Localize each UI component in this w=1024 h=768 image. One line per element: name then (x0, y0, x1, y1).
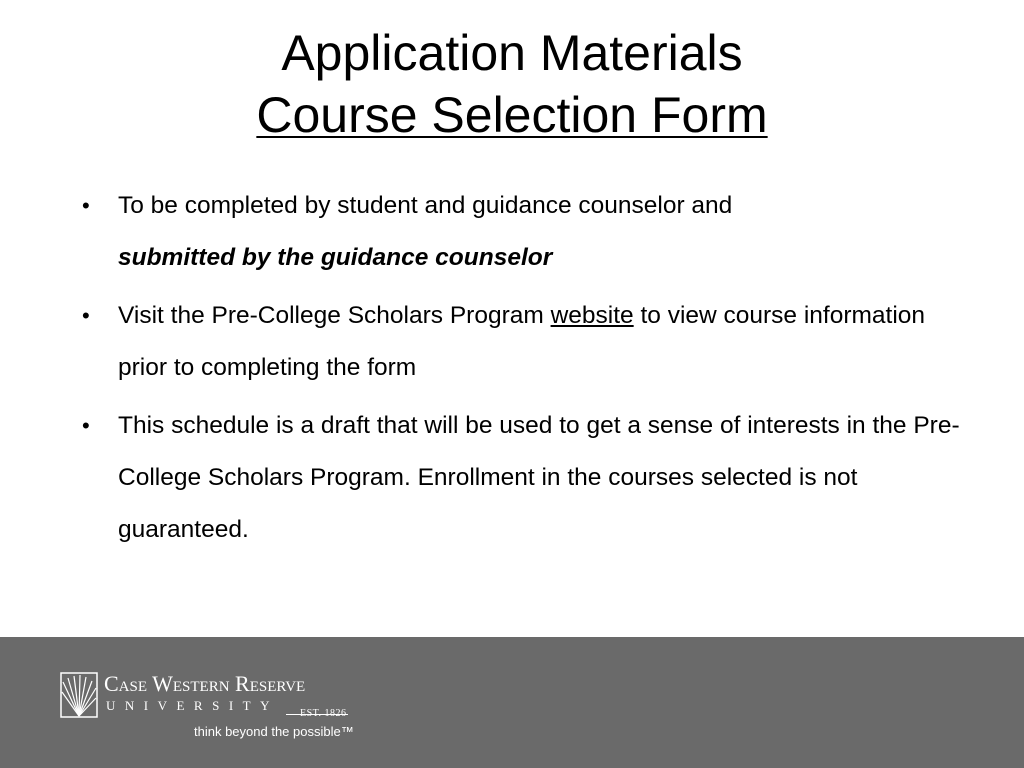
bullet-dot: • (82, 303, 90, 328)
university-logo[interactable] (60, 670, 360, 750)
bullet-item (74, 180, 974, 284)
bullet-text: This schedule is a draft that will be used to get a sense of interests in the Pre-College Scholars Program. Enrollment in the courses selected is not guaranteed. (118, 412, 960, 543)
bullet-item (74, 290, 974, 394)
sunburst-logo-icon (60, 672, 98, 718)
logo-tagline: think beyond the possible™ (194, 724, 354, 739)
website-link[interactable]: website (550, 302, 634, 329)
slide-title (0, 22, 1024, 146)
logo-established: EST. 1826 (300, 708, 347, 719)
bullet-list (74, 180, 974, 562)
bullet-text: To be completed by student and guidance counselor and (118, 192, 733, 219)
bullet-text: Visit the Pre-College Scholars Program (118, 302, 551, 329)
title-line-2 (0, 84, 1024, 146)
bullet-dot: • (82, 413, 90, 438)
logo-wordmark: Case Western Reserve (104, 671, 306, 696)
bullet-emphasis: submitted by the guidance counselor (118, 244, 553, 271)
bullet-text-continued: to view course information prior to completing the form (118, 302, 926, 381)
bullet-dot: • (82, 193, 90, 218)
title-line-2-text: Course Selection Form (256, 87, 768, 143)
title-line-1: Application Materials (281, 25, 743, 81)
bullet-item (74, 400, 974, 556)
logo-university-text: UNIVERSITY (106, 698, 279, 713)
